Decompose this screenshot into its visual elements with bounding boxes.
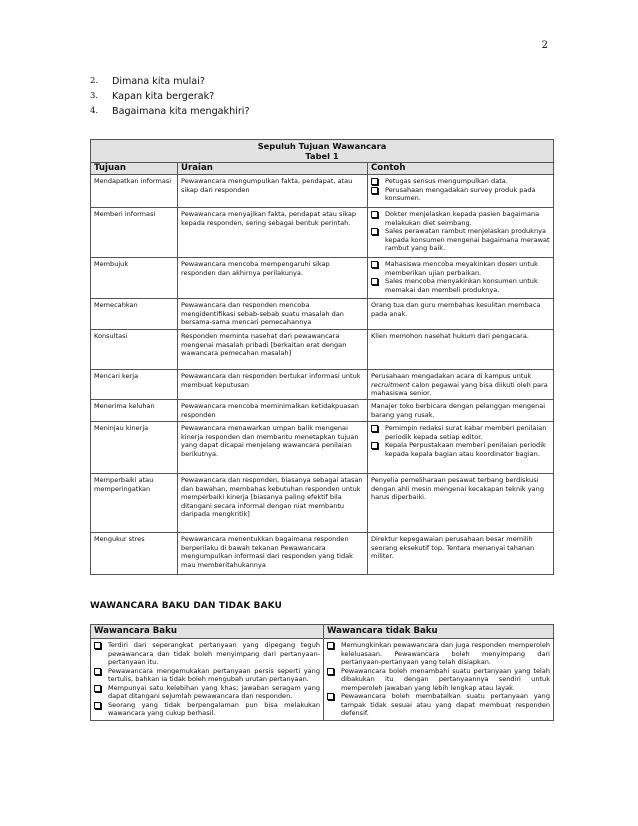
list-item	[90, 89, 550, 104]
cell-uraian: Pewawancara menentukkan bagaimana responden berperilaku di bawah tekanan Pewawancara mengumpulkan informasi dari responden yang tidak mau memberitahukannya	[178, 533, 368, 575]
cell-tujuan: Mencari kerja	[91, 370, 178, 400]
cell-contoh: Manajer toko berbicara dengan pelanggan mengenai barang yang rusak.	[368, 400, 554, 422]
checkbox-bullet-icon	[371, 278, 378, 285]
list-number: 4.	[90, 106, 99, 116]
contoh-list	[371, 260, 550, 294]
section-heading: WAWANCARA BAKU DAN TIDAK BAKU	[90, 601, 283, 611]
cell-tujuan: Mengukur stres	[91, 533, 178, 575]
cell-tujuan: Memberi informasi	[91, 208, 178, 258]
cell-tujuan: Menerima keluhan	[91, 400, 178, 422]
column-header-tujuan: Tujuan	[91, 163, 178, 175]
list-item: Pewawancara mengemukakan pertanyaan persis seperti yang tertulis, bahkan ia tidak boleh mengubah urutan pertanyaan.	[94, 667, 320, 684]
contoh-list	[371, 424, 550, 458]
checkbox-bullet-icon	[371, 228, 378, 235]
cell-baku	[91, 639, 324, 721]
contoh-text: calon pegawai yang bisa diikuti oleh para mahasiswa senior.	[371, 380, 548, 397]
cell-contoh	[368, 258, 554, 299]
comparison-table	[90, 624, 554, 721]
list-item: Sales mencoba menyakinkan konsumen untuk memakai dan membeli produknya.	[371, 277, 550, 294]
baku-list	[94, 641, 320, 718]
list-item: Memungkinkan pewawancara dan juga responden memperoleh keleluasaan. Pewawancara boleh menyimpang dari pertanyaan-pertanyaan yang telah disiapkan.	[327, 641, 550, 667]
list-item: Pemimpin redaksi surat kabar memberi penilaian periodik kepada setiap editor.	[371, 424, 550, 441]
list-text: Dimana kita mulai?	[112, 76, 205, 87]
list-item: Seorang yang tidak berpengalaman pun bisa melakukan wawancara yang cukup berhasil.	[94, 701, 320, 718]
list-item: Perusahaan mengadakan survey produk pada konsumen.	[371, 186, 550, 203]
page-number: 2	[541, 40, 548, 51]
table-row	[91, 533, 554, 575]
table-subtitle: Tabel 1	[305, 151, 339, 161]
list-text: Kapan kita bergerak?	[112, 91, 215, 102]
table-row	[91, 370, 554, 400]
table-row	[91, 639, 554, 721]
list-item: Kepala Perpustakaan memberi penilaian periodik kepada kepala bagian atau koordinator bagian.	[371, 441, 550, 458]
checkbox-bullet-icon	[94, 642, 101, 649]
cell-tujuan: Memecahkan	[91, 299, 178, 330]
tidak-baku-list	[327, 641, 550, 718]
cell-uraian: Pewawancara menyajikan fakta, pendapat atau sikap kepada responden, sering sebagai bentuk perintah.	[178, 208, 368, 258]
cell-uraian: Pewawancara mengumpulkan fakta, pendapat, atau sikap dari responden	[178, 175, 368, 208]
contoh-list	[371, 177, 550, 203]
cell-contoh: Orang tua dan guru membahas kesulitan membaca pada anak.	[368, 299, 554, 330]
checkbox-bullet-icon	[94, 668, 101, 675]
contoh-italic-text: recruitment	[371, 380, 410, 389]
list-number: 2.	[90, 76, 99, 86]
checkbox-bullet-icon	[327, 693, 334, 700]
list-item: Mempunyai satu kelebihan yang khas; jawaban seragam yang dapat ditangani sejumlah pewawancara dan responden.	[94, 684, 320, 701]
cell-tujuan: Memperbaiki atau memperingatkan	[91, 474, 178, 533]
checkbox-bullet-icon	[94, 702, 101, 709]
cell-tidak-baku	[324, 639, 554, 721]
cell-tujuan: Meninjau kinerja	[91, 422, 178, 474]
checkbox-bullet-icon	[371, 442, 378, 449]
cell-uraian: Pewawancara dan responden bertukar informasi untuk membuat keputusan	[178, 370, 368, 400]
checkbox-bullet-icon	[327, 668, 334, 675]
list-number: 3.	[90, 91, 99, 101]
list-item	[90, 104, 550, 119]
cell-tujuan: Konsultasi	[91, 330, 178, 370]
cell-uraian: Pewawancara menawarkan umpan balik mengenai kinerja responden dan membantu menetapkan tujuan yang dapat dicapai menjelang wawancara penilaian berikutnya.	[178, 422, 368, 474]
column-header-contoh: Contoh	[368, 163, 554, 175]
list-item: Terdiri dari seperangkat pertanyaan yang dipegang teguh pewawancara dan tidak boleh menyimpang dari pertanyaan-pertanyaan itu.	[94, 641, 320, 667]
contoh-list	[371, 210, 550, 253]
column-header-tidak-baku: Wawancara tidak Baku	[324, 625, 554, 639]
cell-contoh	[368, 208, 554, 258]
table-row	[91, 422, 554, 474]
table-row	[91, 400, 554, 422]
list-text: Bagaimana kita mengakhiri?	[112, 106, 250, 117]
table-row	[91, 175, 554, 208]
checkbox-bullet-icon	[371, 425, 378, 432]
list-item: Sales perawatan rambut menjelaskan produknya kepada konsumen mengenai bagaimana merawat rambut yang baik.	[371, 227, 550, 253]
contoh-text: Perusahaan mengadakan acara di kampus untuk	[371, 372, 532, 380]
cell-tujuan: Membujuk	[91, 258, 178, 299]
cell-contoh: Direktur kepegawaian perusahaan besar memilih seorang eksekutif top. Tentara menanyai tahanan militer.	[368, 533, 554, 575]
table-row	[91, 299, 554, 330]
interview-goals-table	[90, 139, 554, 575]
list-item: Pewawancara boleh menambahi suatu pertanyaan yang telah dibakukan itu dengan pertanyaannya sendiri untuk memperoleh jawaban yang lebih lengkap atau layak.	[327, 667, 550, 693]
cell-uraian: Pewawancara dan responden mencoba mengidentifikasi sebab-sebab suatu masalah dan bersama-sama mencari pemecahannya	[178, 299, 368, 330]
cell-contoh: Penyelia pemeliharaan pesawat terbang berdiskusi dengan ahli mesin mengenai kecakapan teknik yang harus diperbaiki.	[368, 474, 554, 533]
cell-contoh: Klien memohon nasehat hukum dari pengacara.	[368, 330, 554, 370]
list-item: Mahasiswa mencoba meyakinkan dosen untuk memberikan ujian perbaikan.	[371, 260, 550, 277]
list-item: Petugas sensus mengumpulkan data.	[371, 177, 550, 186]
checkbox-bullet-icon	[371, 261, 378, 268]
cell-contoh	[368, 175, 554, 208]
checkbox-bullet-icon	[327, 642, 334, 649]
checkbox-bullet-icon	[94, 685, 101, 692]
list-item	[90, 74, 550, 89]
cell-tujuan: Mendapatkan informasi	[91, 175, 178, 208]
table-title: Sepuluh Tujuan Wawancara	[257, 141, 387, 151]
question-list	[90, 74, 550, 119]
cell-uraian: Pewawancara mencoba meminimalkan ketidakpuasan responden	[178, 400, 368, 422]
cell-contoh	[368, 370, 554, 400]
list-item: Pewawancara boleh membatalkan suatu pertanyaan yang tampak tidak sesuai atau yang dapat membuat responden defensif.	[327, 692, 550, 718]
checkbox-bullet-icon	[371, 178, 378, 185]
list-item: Dokter menjelaskan kepada pasien bagaimana melakukan diet seimbang.	[371, 210, 550, 227]
cell-contoh	[368, 422, 554, 474]
table-row	[91, 474, 554, 533]
column-header-baku: Wawancara Baku	[91, 625, 324, 639]
column-header-uraian: Uraian	[178, 163, 368, 175]
table-caption	[91, 140, 554, 163]
table-row	[91, 330, 554, 370]
cell-uraian: Responden meminta nasehat dari pewawancara mengenai masalah pribadi [berkaitan erat dengan wawancara pemecahan masalah]	[178, 330, 368, 370]
checkbox-bullet-icon	[371, 211, 378, 218]
checkbox-bullet-icon	[371, 187, 378, 194]
cell-uraian: Pewawancara mencoba mempengaruhi sikap responden dan akhirnya perilakunya.	[178, 258, 368, 299]
cell-uraian: Pewawancara dan responden, biasanya sebagai atasan dan bawahan, membahas kebutuhan responden untuk memperbaiki kinerja [biasanya paling efektif bila ditangani secara informal dengan niat membantu daripada mengkritik]	[178, 474, 368, 533]
table-row	[91, 208, 554, 258]
table-row	[91, 258, 554, 299]
